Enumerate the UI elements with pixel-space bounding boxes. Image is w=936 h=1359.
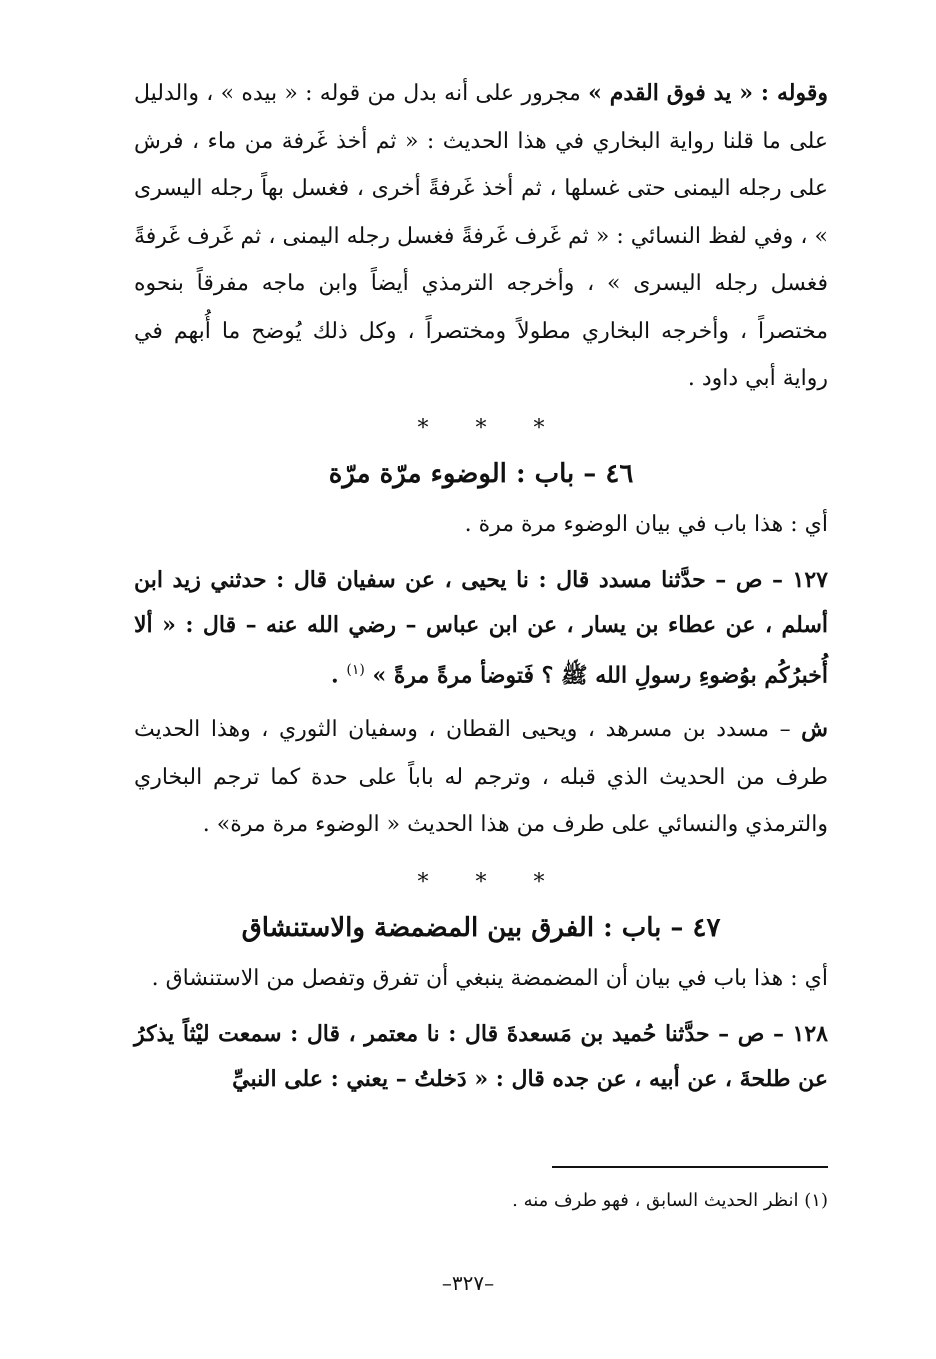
hadith-127: [134, 558, 828, 698]
sharh-lead: ش: [801, 716, 828, 743]
intro-lead: وقوله : « يد فوق القدم »: [588, 80, 828, 106]
intro-text: مجرور على أنه بدل من قوله : « بيده » ، والدليل على ما قلنا رواية البخاري في هذا الحديث : « ثم أخذ غَرفة من ماء ، فرش على رجله اليمنى حتى غسلها ، ثم أخذ غَرفةً أخرى ، فغسل بهاً رجله اليسرى » ، وفي لفظ النسائي : « ثم غَرف غَرفةً فغسل رجله اليمنى ، ثم غَرف غَرفةً فغسل رجله اليسرى » ، وأخرجه الترمذي أيضاً وابن ماجه مفرقاً بنحوه مختصراً ، وأخرجه البخاري مطولاً ومختصراً ، وكل ذلك يُوضح ما أُبهم في رواية أبي داود .: [134, 81, 828, 391]
chapter-46-title: ٤٦ – باب : الوضوء مرّة مرّة: [328, 458, 634, 489]
sharh-text: – مسدد بن مسرهد ، ويحيى القطان ، وسفيان الثوري ، وهذا الحديث طرف من الحديث الذي قبله ، وترجم له باباً على حدة كما ترجم البخاري والترمذي والنسائي على طرف من هذا الحديث « الوضوء مرة مرة» .: [134, 717, 828, 838]
intro-paragraph: [134, 70, 828, 403]
hadith-127-text: ١٢٧ – ص – حدَّثنا مسدد قال : نا يحيى ، عن سفيان قال : حدثني زيد ابن أسلم ، عن عطاء بن يسار ، عن ابن عباس – رضي الله عنه – قال : « ألا أُخبرُكُم بوُضوءِ رسولِ الله ﷺ ؟ فَتوضأ مرةً مرةً »: [134, 567, 828, 689]
page-number: –٣٢٧–: [441, 1271, 495, 1295]
footnote: (١) انظر الحديث السابق ، فهو طرف منه .: [512, 1190, 828, 1211]
section-separator-2: * * *: [417, 869, 545, 895]
chapter-47-title: ٤٧ – باب : الفرق بين المضمضة والاستنشاق: [241, 912, 721, 943]
section-separator-1: * * *: [417, 415, 545, 441]
footnote-divider: [552, 1166, 828, 1168]
chapter-46-sharh: [134, 706, 828, 849]
chapter-47-explanation: أي : هذا باب في بيان أن المضمضة ينبغي أن تفرق وتفصل من الاستنشاق .: [151, 965, 828, 991]
hadith-127-end: .: [331, 662, 347, 689]
chapter-46-explanation: أي : هذا باب في بيان الوضوء مرة مرة .: [464, 511, 828, 537]
hadith-128: ١٢٨ – ص – حدَّثنا حُميد بن مَسعدةَ قال : نا معتمر ، قال : سمعت ليْثاً يذكرُ عن طلحةَ ، عن أبيه ، عن جده قال : « دَخلتُ – يعني : على النبيِّ: [134, 1021, 828, 1093]
footnote-reference[interactable]: (١): [346, 662, 365, 678]
